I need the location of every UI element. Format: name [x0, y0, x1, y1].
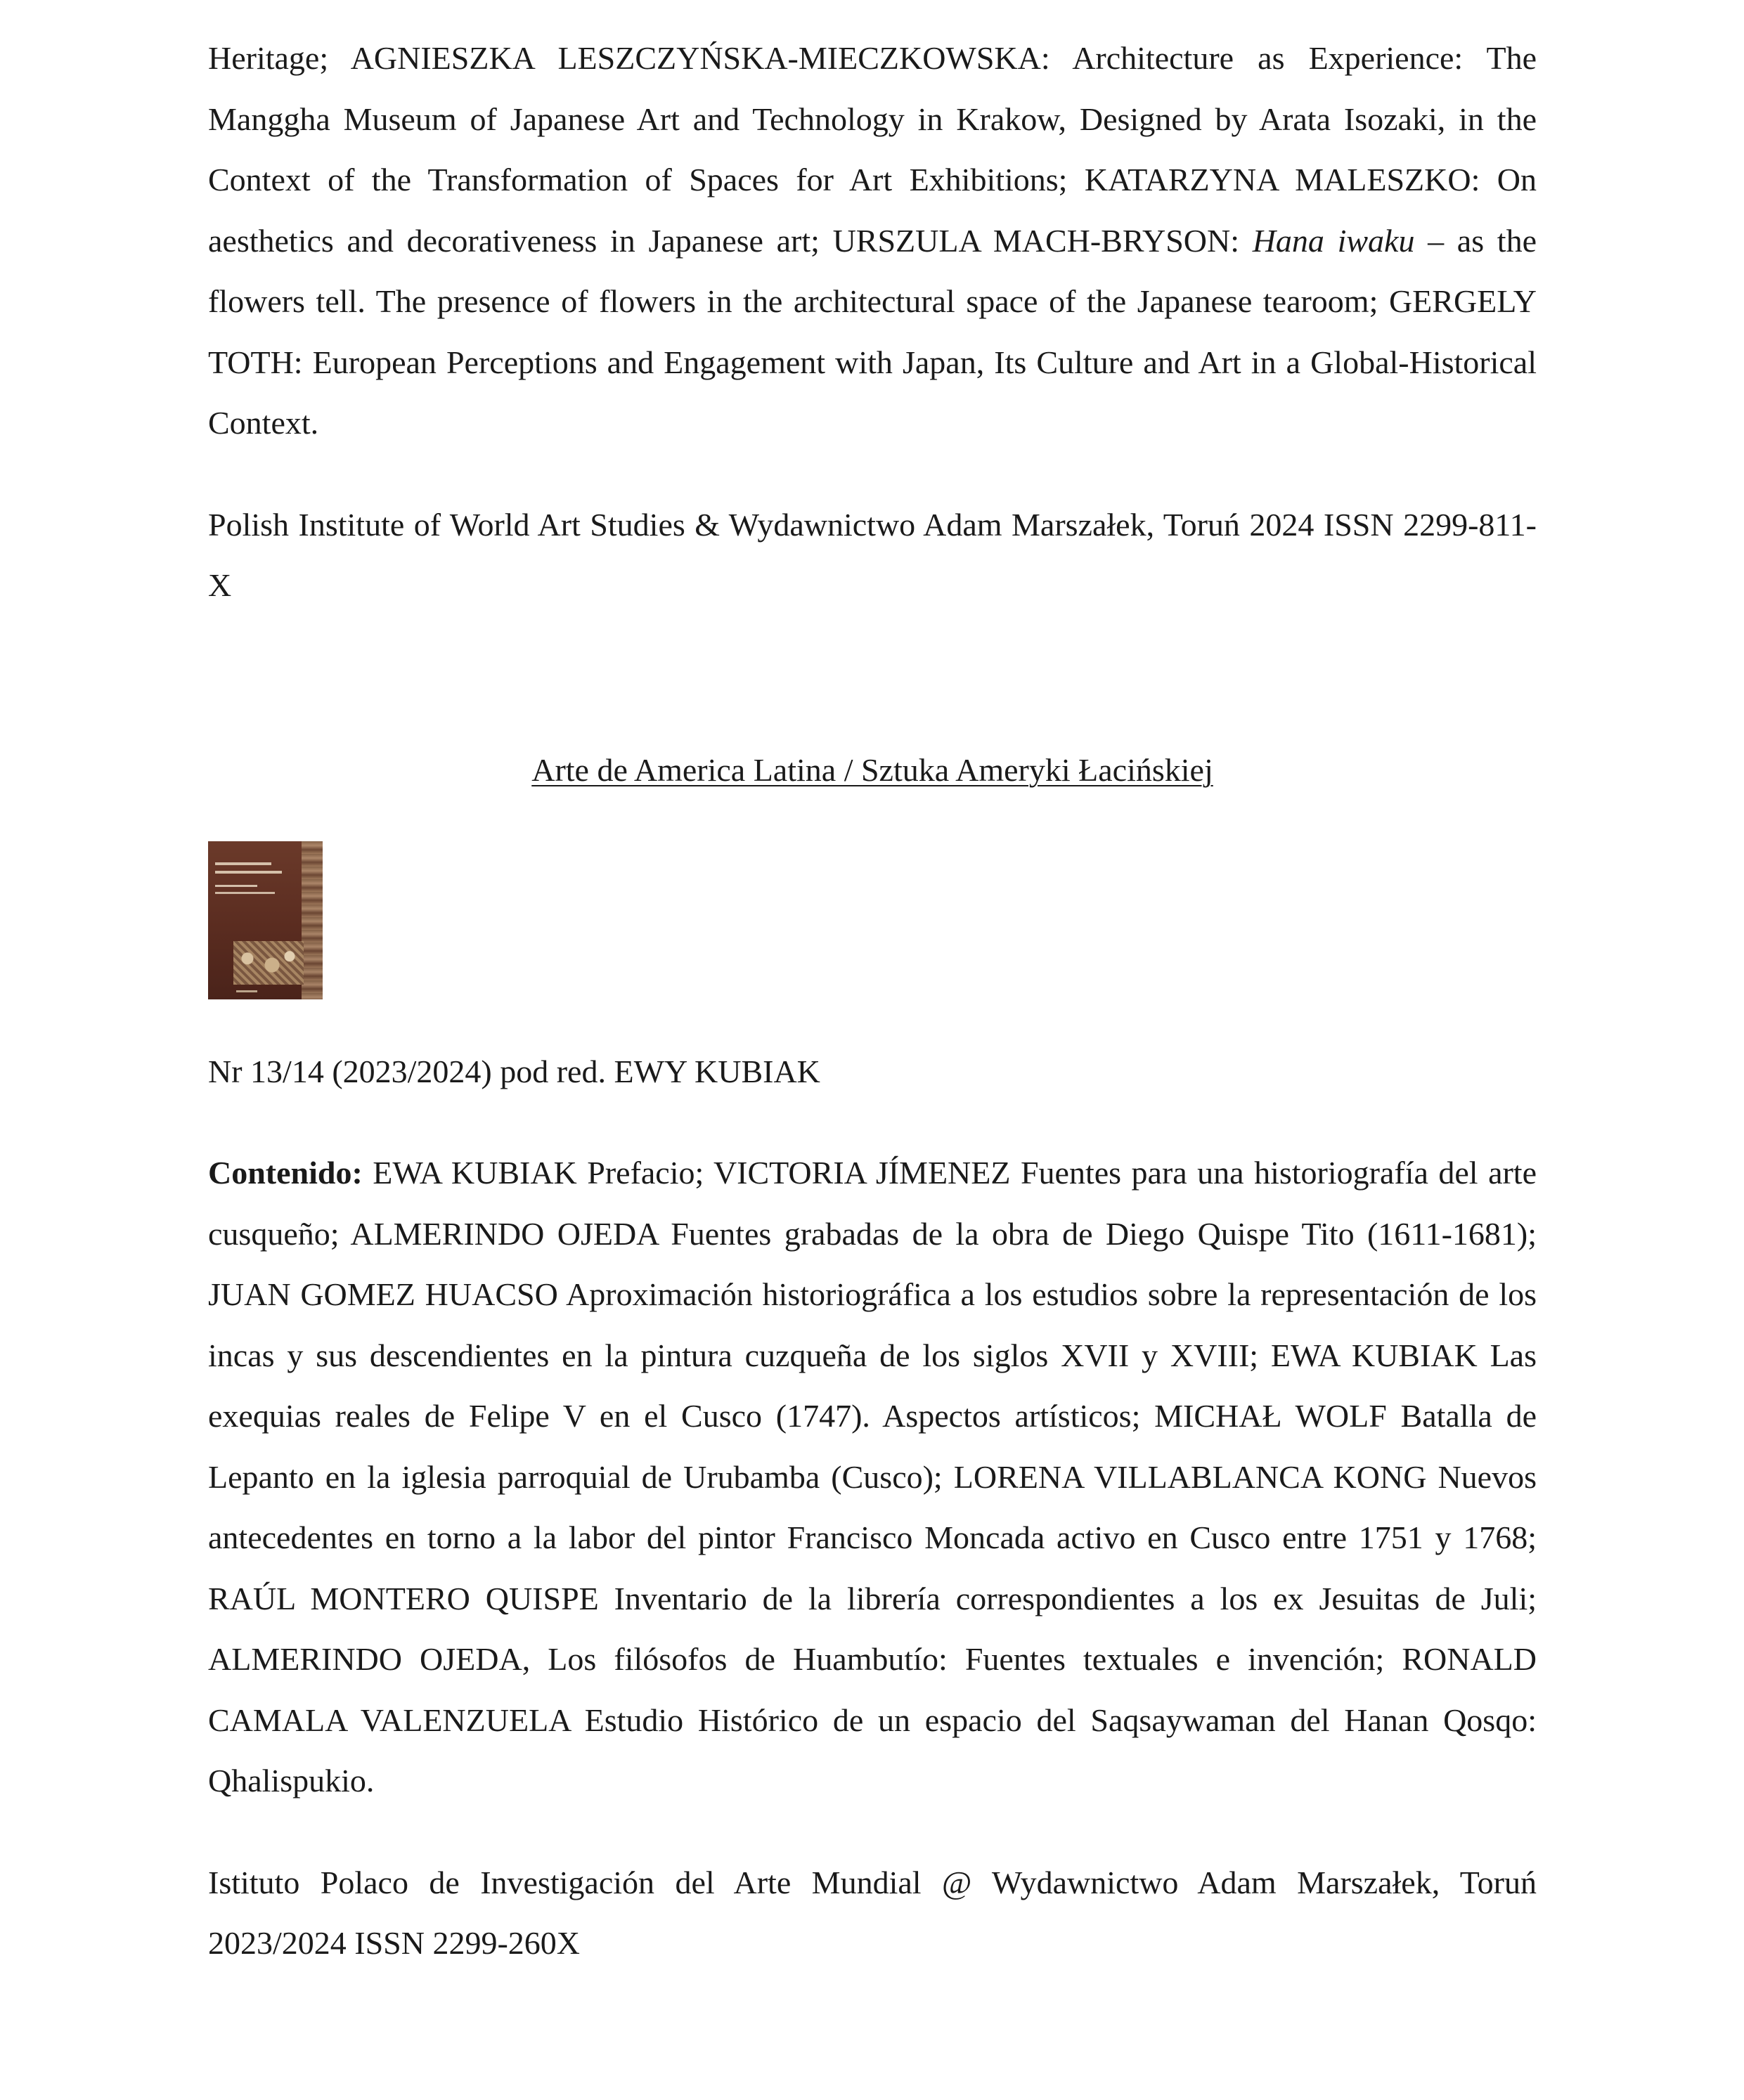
latin-america-publisher: Istituto Polaco de Investigación del Arte Mundial @ Wydawnictwo Adam Marszałek, Toruń 2023/2024 ISSN 2299-260X: [208, 1864, 1537, 1961]
italic-title: Hana iwaku: [1252, 222, 1415, 259]
cover-title-line: [215, 871, 282, 874]
cover-subtitle-line: [215, 892, 275, 894]
book-cover-thumbnail[interactable]: [208, 841, 323, 999]
contents-part-1: Heritage; AGNIESZKA LESZCZYŃSKA-MIECZKOWSKA: Architecture as Experience: The Manggha Museum of Japanese Art and Technology in Krakow, Designed by Arata Isozaki, in the Context of the Transformation of Spaces for Art Exhibitions; KATARZYNA MALESZKO: On aesthetics and decorativeness in Japanese art; URSZULA MACH-BRYSON:: [208, 40, 1537, 259]
japan-volume-contents: [208, 28, 1537, 454]
japan-volume-publisher: Polish Institute of World Art Studies & Wydawnictwo Adam Marszałek, Toruń 2024 ISSN 2299-811-X: [208, 506, 1537, 603]
contents-label: Contenido:: [208, 1155, 363, 1191]
contents-text: EWA KUBIAK Prefacio; VICTORIA JÍMENEZ Fuentes para una historiografía del arte cusqueño; ALMERINDO OJEDA Fuentes grabadas de la obra de Diego Quispe Tito (1611-1681); JUAN GOMEZ HUACSO Aproximación historiográfica a los estudios sobre la representación de los incas y sus descendientes en la pintura cuzqueña de los siglos XVII y XVIII; EWA KUBIAK Las exequias reales de Felipe V en el Cusco (1747). Aspectos artísticos; MICHAŁ WOLF Batalla de Lepanto en la iglesia parroquial de Urubamba (Cusco); LORENA VILLABLANCA KONG Nuevos antecedentes en torno a la labor del pintor Francisco Moncada activo en Cusco entre 1751 y 1768; RAÚL MONTERO QUISPE Inventario de la librería correspondientes a los ex Jesuitas de Juli; ALMERINDO OJEDA, Los filósofos de Huambutío: Fuentes textuales e invención; RONALD CAMALA VALENZUELA Estudio Histórico de un espacio del Saqsaywaman del Hanan Qosqo: Qhalispukio.: [208, 1155, 1537, 1798]
cover-title-line: [215, 862, 271, 865]
cover-artwork: [233, 941, 304, 985]
cover-subtitle-line: [215, 885, 257, 887]
cover-side-pattern: [302, 841, 323, 999]
latin-america-contents: [208, 1143, 1537, 1812]
latin-america-heading[interactable]: [208, 740, 1537, 801]
contents-part-2: – as the flowers tell. The presence of flowers in the architectural space of the Japanese tearoom; GERGELY TOTH: European Perceptions and Engagement with Japan, Its Culture and Art in a Global-Historical Context.: [208, 222, 1537, 441]
cover-publisher-mark: [236, 990, 257, 992]
latin-america-heading-link[interactable]: Arte de America Latina / Sztuka Ameryki Łacińskiej: [531, 751, 1213, 788]
issue-line: Nr 13/14 (2023/2024) pod red. EWY KUBIAK: [208, 1053, 820, 1089]
document-page: [208, 28, 1537, 1974]
